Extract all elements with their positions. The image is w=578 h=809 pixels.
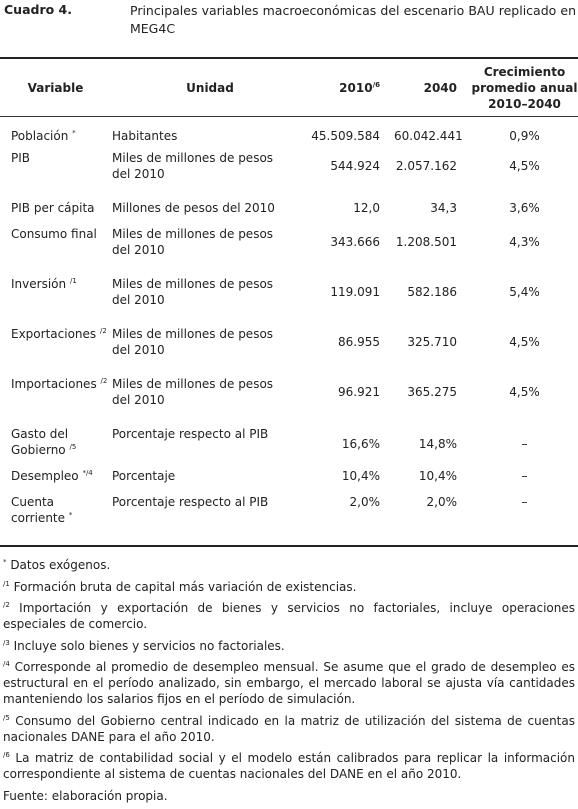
cell-unidad: Miles de millones de pesos del 2010 [112,277,274,307]
variable-footnote-mark: /2 [99,327,107,335]
table-row [0,270,578,320]
variable-footnote-mark: /1 [69,277,77,285]
header-bottom-rule [0,116,578,117]
table-bottom-rule [0,545,578,547]
caption-title: Principales variables macroeconómicas del escenario BAU replicado en MEG4C [130,3,576,36]
cell-growth: – [521,469,528,483]
footnote-mark: /4 [3,660,10,668]
table-notes [3,557,575,809]
footnote-text: Datos exógenos. [6,558,111,572]
cell-unidad: Miles de millones de pesos del 2010 [112,151,274,181]
cell-variable [0,220,111,270]
variable-name: PIB per cápita [11,201,95,215]
cell-growth: 3,6% [509,201,540,215]
cell-2010: 86.955 [338,335,380,349]
cell-unidad: Porcentaje respecto al PIB [112,495,269,509]
footnote-mark: /2 [3,601,10,609]
cell-2040: 2,0% [426,495,457,509]
variable-name: Exportaciones [11,327,97,341]
variable-name: Desempleo [11,469,79,483]
cell-variable [0,488,111,526]
cell-unidad: Porcentaje respecto al PIB [112,427,269,441]
table-body [0,116,578,526]
cell-2010: 96.921 [338,385,380,399]
variable-footnote-mark: * [68,511,73,519]
cell-growth: 4,5% [509,159,540,173]
cell-2010: 12,0 [353,201,380,215]
cell-2010: 544.924 [330,159,380,173]
cell-2010: 10,4% [341,469,380,483]
footnote-mark: /5 [3,713,10,722]
table-row [0,320,578,370]
cell-2040: 582.186 [407,285,457,299]
cell-2040: 60.042.441 [394,129,463,143]
cell-2040: 14,8% [418,437,457,451]
caption-label: Cuadro 4. [4,2,73,17]
header-2010-label: 2010 [339,81,373,95]
table-caption [4,2,576,38]
source-note: Fuente: elaboración propia. [3,788,168,803]
footnote-text: Formación bruta de capital más variación de existencias. [9,579,357,594]
footnote-mark: /1 [3,579,10,588]
cell-unidad: Miles de millones de pesos del 2010 [112,327,274,357]
table-row [0,420,578,462]
footnote [3,600,575,632]
cell-2010: 45.509.584 [311,129,380,143]
footnote [3,579,575,595]
cell-unidad: Millones de pesos del 2010 [112,201,275,215]
header-variable: Variable [27,81,84,95]
cell-2040: 1.208.501 [395,235,457,249]
variable-footnote-mark: /5 [69,443,77,451]
variable-name: Gasto del Gobierno [11,427,69,457]
cell-growth: 5,4% [509,285,540,299]
footnote-mark: /3 [3,638,10,647]
table-row [0,220,578,270]
cell-variable [0,270,111,320]
table-header-row [0,60,578,116]
header-unidad: Unidad [186,81,234,95]
footnote-mark: /6 [3,751,10,759]
table-row [0,144,578,194]
variable-name: PIB [11,151,31,165]
cell-unidad: Miles de millones de pesos del 2010 [112,377,274,407]
footnote-text: Corresponde al promedio de desempleo mensual. Se asume que el grado de desempleo es estructural en el período analizado, sin embargo, el mercado laboral se ajusta vía cantidades manteniendo los salarios fijos en el período de simulación. [3,660,575,706]
cell-2040: 2.057.162 [395,159,457,173]
variable-footnote-mark: /2 [100,377,108,385]
cell-2010: 119.091 [330,285,380,299]
variable-footnote-mark: * [72,129,76,137]
footnote [3,557,575,573]
table-row [0,370,578,420]
footnote-text: Importación y exportación de bienes y servicios no factoriales, incluye operaciones especiales de comercio. [3,601,575,631]
cell-growth: 0,9% [509,129,540,143]
table-row [0,488,578,526]
footnote-mark: * [3,558,7,566]
variable-footnote-mark: */4 [82,469,93,477]
cell-2040: 34,3 [430,201,457,215]
cell-variable [0,420,111,462]
variable-name: Inversión [11,277,67,291]
variable-name: Población [11,129,69,143]
table-row [0,462,578,488]
cell-growth: 4,3% [509,235,540,249]
cell-2040: 10,4% [418,469,457,483]
cell-unidad: Habitantes [112,129,178,143]
cell-growth: 4,5% [509,385,540,399]
cell-2010: 16,6% [341,437,380,451]
cell-growth: – [521,495,528,509]
footnote [3,638,575,654]
header-2010 [309,60,394,116]
macro-variables-table [0,60,578,526]
header-2040: 2040 [423,81,457,95]
cell-variable [0,116,111,144]
cell-variable [0,320,111,370]
cell-2010: 343.666 [330,235,380,249]
header-2010-footnote-mark: /6 [372,81,380,89]
variable-name: Cuenta corriente [11,495,66,525]
cell-variable [0,462,111,488]
header-growth: Crecimiento promedio anual 2010–2040 [471,65,578,111]
cell-variable [0,144,111,194]
variable-name: Consumo final [11,227,97,241]
cell-2040: 365.275 [407,385,457,399]
cell-variable [0,194,111,220]
table-row [0,116,578,144]
footnote [3,659,575,707]
cell-2010: 2,0% [349,495,380,509]
footnote [3,750,575,782]
cell-unidad: Porcentaje [112,469,176,483]
footnote-text: Consumo del Gobierno central indicado en la matriz de utilización del sistema de cuentas nacionales DANE para el año 2010. [3,713,575,744]
cell-growth: 4,5% [509,335,540,349]
cell-variable [0,370,111,420]
footnote [3,713,575,745]
footnote-text: La matriz de contabilidad social y el modelo están calibrados para replicar la información correspondiente al sistema de cuentas nacionales del DANE en el año 2010. [3,751,575,781]
table-top-rule [0,57,578,59]
variable-name: Importaciones [11,377,97,391]
table-row [0,194,578,220]
cell-2040: 325.710 [407,335,457,349]
footnote-text: Incluye solo bienes y servicios no factoriales. [9,638,285,653]
cell-growth: – [521,437,528,451]
cell-unidad: Miles de millones de pesos del 2010 [112,227,274,257]
